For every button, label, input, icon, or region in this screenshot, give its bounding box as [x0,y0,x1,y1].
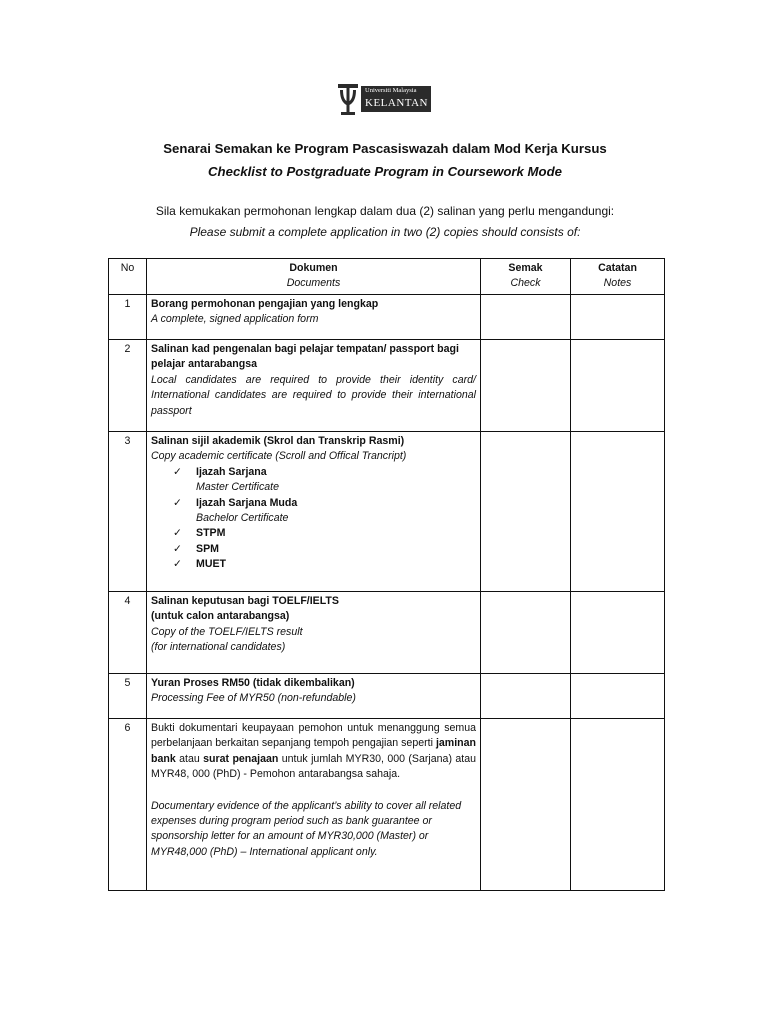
header-check [481,259,571,295]
table-row [109,719,665,891]
document-english: Local candidates are required to provide their identity card/ International candidates are required to provide their international passport [151,373,476,417]
document-english: Processing Fee of MYR50 (non-refundable) [151,692,356,705]
bank-guarantee-term: jaminan bank [151,737,476,765]
notes-cell[interactable] [571,674,665,719]
header-notes [571,259,665,295]
list-item [151,465,476,496]
header-documents [147,259,481,295]
checkmark-icon: ✓ [173,558,182,571]
list-item [151,496,476,527]
logo-text-line1: Universiti Malaysia [365,87,417,94]
checkmark-icon: ✓ [173,465,182,478]
logo-text-line2: KELANTAN [365,97,428,109]
check-cell[interactable] [481,719,571,891]
document-malay: Borang permohonan pengajian yang lengkap [151,298,379,310]
header-no [109,259,147,295]
intro-english: Please submit a complete application in two (2) copies should consists of: [189,225,581,239]
checkmark-icon: ✓ [173,527,182,540]
notes-cell[interactable] [571,592,665,674]
document-cell [147,432,481,592]
document-malay: Salinan sijil akademik (Skrol dan Transkrip Rasmi) [151,435,405,447]
row-number: 6 [109,719,147,891]
list-item [151,557,476,572]
table-row [109,295,665,340]
item-malay: SPM [196,542,219,555]
row-number: 2 [109,340,147,432]
notes-cell[interactable] [571,432,665,592]
university-emblem-icon [337,82,359,116]
check-cell[interactable] [481,592,571,674]
header-check-english: Check [510,277,541,290]
checkmark-icon: ✓ [173,542,182,555]
table-row [109,432,665,592]
document-english: Documentary evidence of the applicant’s ability to cover all related expenses during program period such as bank guarantee or sponsorship letter for an amount of MYR30,000 (Master) or MYR48,000 (PhD) – International applicant only. [151,799,462,858]
table-row [109,340,665,432]
document-cell [147,340,481,432]
document-malay: Salinan keputusan bagi TOELF/IELTS [151,595,339,607]
certificate-list [151,465,476,573]
document-english: A complete, signed application form [151,313,319,326]
header-check-malay: Semak [508,262,543,274]
check-cell[interactable] [481,340,571,432]
title-english: Checklist to Postgraduate Program in Coursework Mode [208,164,562,179]
university-logo [337,82,431,116]
document-english: Copy academic certificate (Scroll and Offical Trancript) [151,450,407,463]
document-english-note: (for international candidates) [151,641,286,654]
document-cell [147,592,481,674]
notes-cell[interactable] [571,295,665,340]
intro-malay: Sila kemukakan permohonan lengkap dalam dua (2) salinan yang perlu mengandungi: [155,204,615,218]
table-row [109,592,665,674]
item-english: Bachelor Certificate [196,512,289,525]
document-malay-part: untuk jumlah MYR30, 000 (Sarjana) atau MYR48, 000 (PhD) - Pemohon antarabangsa sahaja. [151,752,476,781]
item-malay: MUET [196,558,227,571]
logo-plate [361,86,431,112]
notes-cell[interactable] [571,719,665,891]
document-malay-part: Bukti dokumentari keupayaan pemohon untuk menanggung semua perbelanjaan berkaitan sepanjang tempoh pengajian seperti [151,722,476,750]
header-notes-english: Notes [603,277,632,290]
row-number: 5 [109,674,147,719]
document-malay: Salinan kad pengenalan bagi pelajar tempatan/ passport bagi pelajar antarabangsa [151,343,459,371]
checklist-table [108,258,665,891]
document-malay-part: atau [175,752,204,765]
document-cell [147,295,481,340]
list-item [151,542,476,557]
table-header-row [109,259,665,295]
document-malay: Yuran Proses RM50 (tidak dikembalikan) [151,677,355,689]
document-cell [147,674,481,719]
document-malay-note: (untuk calon antarabangsa) [151,610,290,623]
row-number: 1 [109,295,147,340]
paragraph-gap [151,783,476,799]
header-no-label: No [120,262,135,274]
notes-cell[interactable] [571,340,665,432]
row-number: 3 [109,432,147,592]
document-malay [151,721,476,783]
sponsorship-letter-term: surat penajaan [203,752,279,765]
document-cell [147,719,481,891]
item-malay: Ijazah Sarjana Muda [196,496,298,509]
item-malay: Ijazah Sarjana [196,465,267,478]
item-malay: STPM [196,527,226,540]
header-documents-english: Documents [286,277,341,290]
table-row [109,674,665,719]
check-cell[interactable] [481,432,571,592]
row-number: 4 [109,592,147,674]
header-documents-malay: Dokumen [289,262,338,274]
checkmark-icon: ✓ [173,496,182,509]
list-item [151,526,476,541]
check-cell[interactable] [481,674,571,719]
header-notes-malay: Catatan [598,262,637,274]
document-english: Copy of the TOELF/IELTS result [151,625,303,638]
title-malay: Senarai Semakan ke Program Pascasiswazah dalam Mod Kerja Kursus [163,141,607,156]
item-english: Master Certificate [196,481,280,494]
check-cell[interactable] [481,295,571,340]
